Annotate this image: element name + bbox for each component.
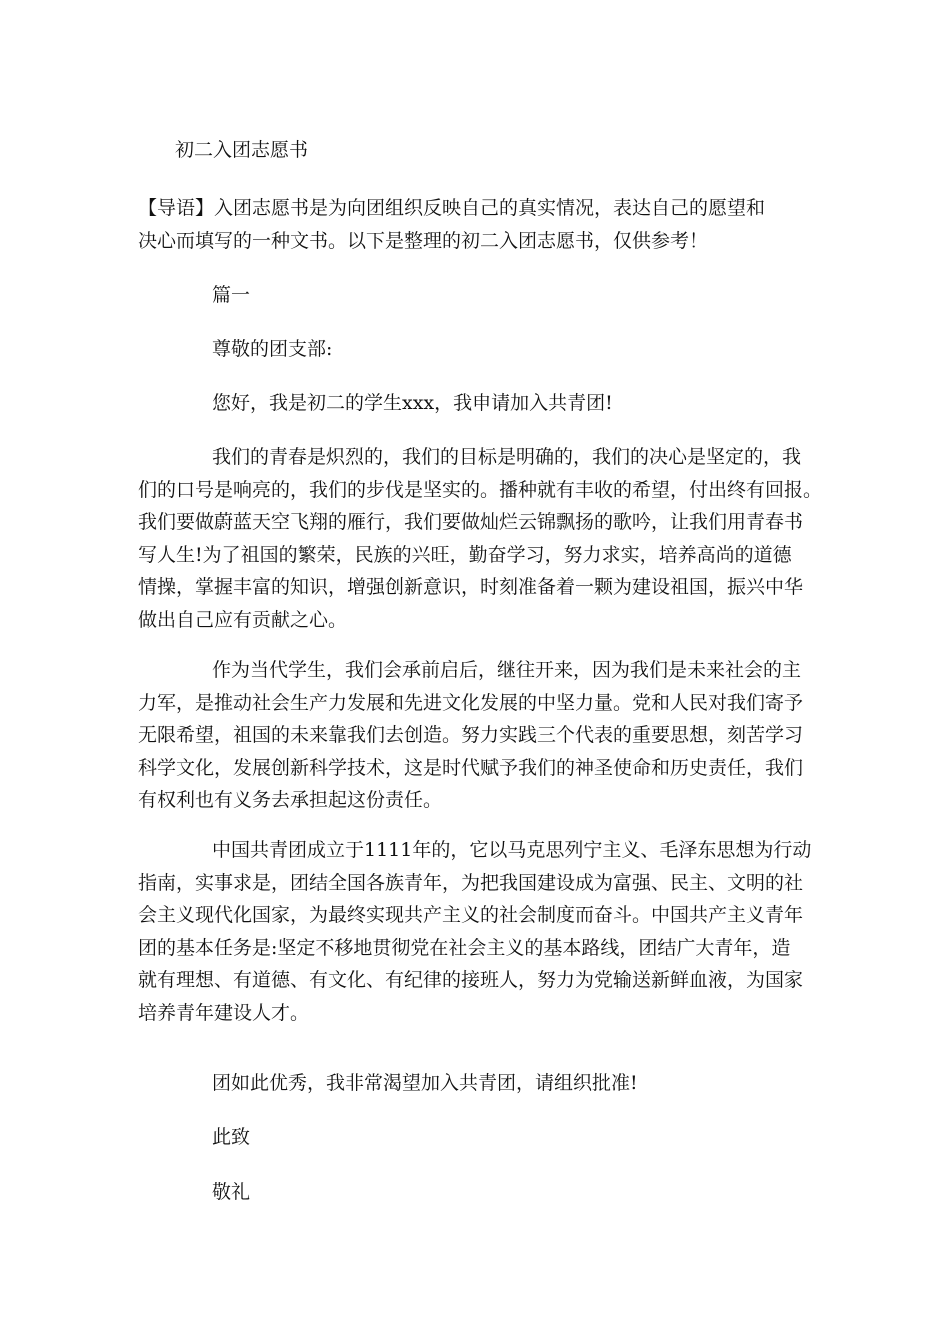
paragraph-line: 我们的青春是炽烈的，我们的目标是明确的，我们的决心是坚定的，我 xyxy=(212,446,802,468)
salutation: 尊敬的团支部: xyxy=(212,338,333,360)
paragraph-line: 们的口号是响亮的，我们的步伐是坚实的。播种就有丰收的希望，付出终有回报。 xyxy=(138,478,823,501)
paragraph-line: 作为当代学生，我们会承前启后，继往开来，因为我们是未来社会的主 xyxy=(212,659,802,681)
section-label: 篇一 xyxy=(212,284,251,306)
body-paragraph-2 xyxy=(138,654,828,817)
paragraph-line: 就有理想、有道德、有文化、有纪律的接班人，努力为党输送新鲜血液，为国家 xyxy=(138,969,804,992)
paragraph-line: 科学文化，发展创新科学技术，这是时代赋予我们的神圣使命和历史责任，我们 xyxy=(138,756,804,779)
closing-statement: 团如此优秀，我非常渴望加入共青团，请组织批准! xyxy=(212,1072,638,1094)
paragraph-line: 力军，是推动社会生产力发展和先进文化发展的中坚力量。党和人民对我们寄予 xyxy=(138,691,804,714)
paragraph-line: 写人生!为了祖国的繁荣，民族的兴旺，勤奋学习，努力求实，培养高尚的道德 xyxy=(138,543,792,566)
paragraph-line: 团的基本任务是:坚定不移地贯彻党在社会主义的基本路线，团结广大青年，造 xyxy=(138,936,791,959)
paragraph-line: 情操，掌握丰富的知识，增强创新意识，时刻准备着一颗为建设祖国，振兴中华 xyxy=(138,576,804,599)
paragraph-line: 中国共青团成立于1111年的，它以马克思列宁主义、毛泽东思想为行动 xyxy=(212,839,812,861)
paragraph-line: 做出自己应有贡献之心。 xyxy=(138,608,348,631)
intro-line: 决心而填写的一种文书。以下是整理的初二入团志愿书，仅供参考！ xyxy=(138,230,709,252)
paragraph-line: 指南，实事求是，团结全国各族青年，为把我国建设成为富强、民主、文明的社 xyxy=(138,871,804,894)
intro-line: 【导语】入团志愿书是为向团组织反映自己的真实情况，表达自己的愿望和 xyxy=(138,197,766,219)
paragraph-line: 会主义现代化国家，为最终实现共产主义的社会制度而奋斗。中国共产主义青年 xyxy=(138,904,804,927)
closing-respectfully: 此致 xyxy=(212,1126,251,1148)
intro-paragraph xyxy=(138,192,818,258)
paragraph-line: 无限希望，祖国的未来靠我们去创造。努力实践三个代表的重要思想，刻苦学习 xyxy=(138,724,804,747)
paragraph-line: 有权利也有义务去承担起这份责任。 xyxy=(138,789,443,812)
document-title: 初二入团志愿书 xyxy=(175,139,309,161)
closing-salute: 敬礼 xyxy=(212,1181,251,1203)
body-paragraph-3 xyxy=(138,834,828,1030)
greeting: 您好，我是初二的学生xxx，我申请加入共青团! xyxy=(212,392,613,414)
paragraph-line: 我们要做蔚蓝天空飞翔的雁行，我们要做灿烂云锦飘扬的歌吟，让我们用青春书 xyxy=(138,511,804,534)
body-paragraph-1 xyxy=(138,441,828,637)
paragraph-line: 培养青年建设人才。 xyxy=(138,1001,310,1024)
